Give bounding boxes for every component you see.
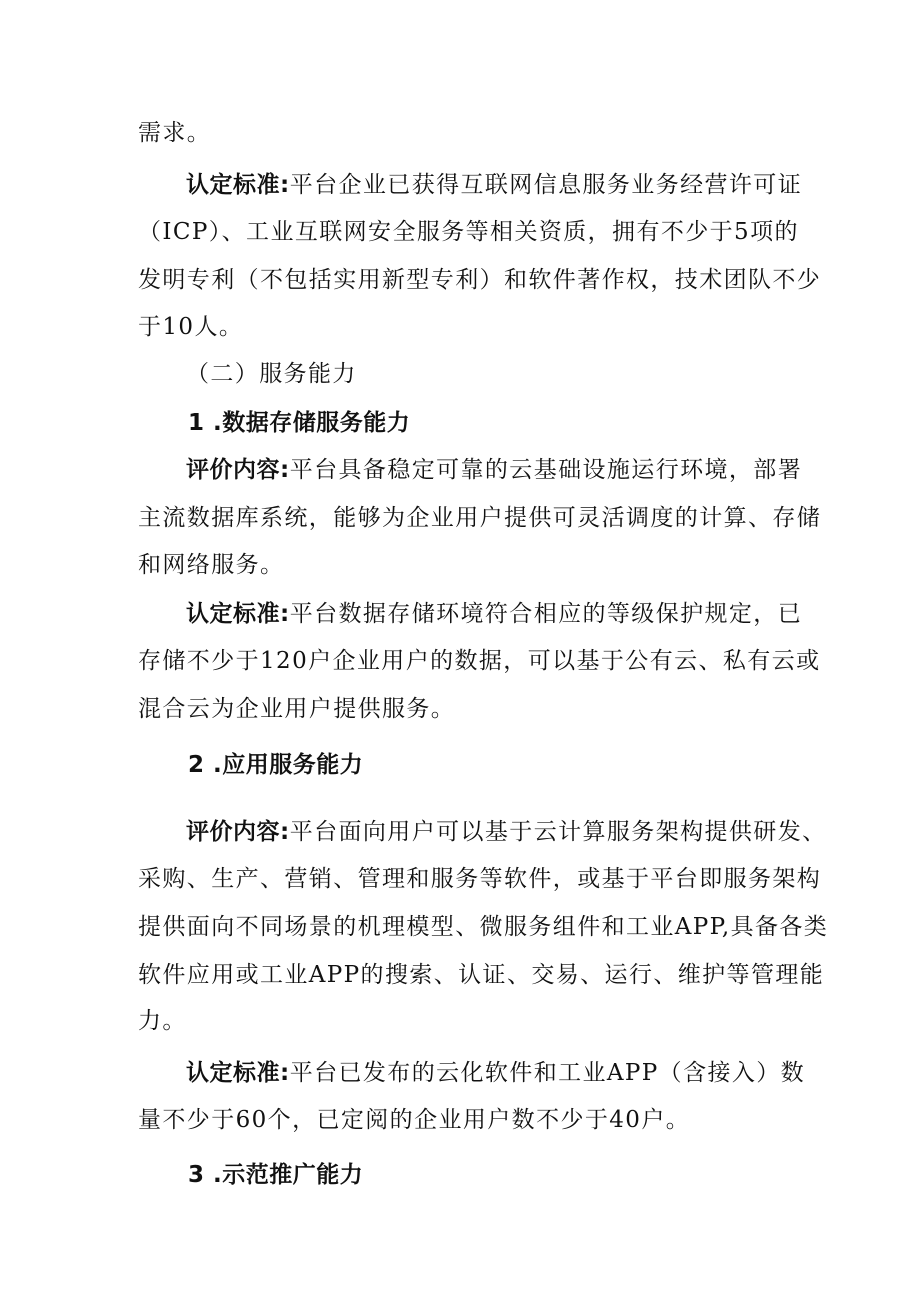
paragraph-first-line	[186, 817, 827, 847]
paragraph-first-line	[186, 1058, 806, 1088]
criteria-label: 认定标准:	[186, 172, 290, 198]
paragraph-line: 于10人。	[138, 314, 244, 340]
paragraph-text: 平台已发布的云化软件和工业APP（含接入）数	[289, 1060, 806, 1086]
paragraph-line: 和网络服务。	[138, 552, 285, 578]
paragraph-line: 混合云为企业用户提供服务。	[138, 696, 456, 722]
paragraph-line: 发明专利（不包括实用新型专利）和软件著作权，技术团队不少	[138, 267, 822, 293]
paragraph-text: 平台面向用户可以基于云计算服务架构提供研发、	[289, 819, 827, 845]
item-heading: 1 .数据存储服务能力	[188, 410, 411, 436]
paragraph-line: 软件应用或工业APP的搜索、认证、交易、运行、维护等管理能	[138, 962, 825, 988]
paragraph-line: 需求。	[138, 120, 212, 146]
paragraph-line: 采购、生产、营销、管理和服务等软件，或基于平台即服务架构	[138, 866, 822, 892]
paragraph-line: 存储不少于120户企业用户的数据，可以基于公有云、私有云或	[138, 648, 821, 674]
paragraph-line: （ICP）、工业互联网安全服务等相关资质，拥有不少于5项的	[138, 219, 799, 245]
paragraph-first-line	[186, 170, 803, 200]
paragraph-text: 平台企业已获得互联网信息服务业务经营许可证	[289, 172, 803, 198]
paragraph-line: 量不少于60个，已定阅的企业用户数不少于40户。	[138, 1107, 691, 1133]
paragraph-line: 主流数据库系统，能够为企业用户提供可灵活调度的计算、存储	[138, 505, 822, 531]
evaluation-label: 评价内容:	[186, 457, 290, 483]
criteria-label: 认定标准:	[186, 601, 290, 627]
item-heading: 2 .应用服务能力	[188, 752, 364, 778]
paragraph-text: 平台数据存储环境符合相应的等级保护规定，已	[289, 601, 803, 627]
paragraph-first-line	[186, 455, 803, 485]
criteria-label: 认定标准:	[186, 1060, 290, 1086]
item-heading: 3 .示范推广能力	[188, 1162, 364, 1188]
paragraph-line: 提供面向不同场景的机理模型、微服务组件和工业APP,具备各类	[138, 914, 829, 940]
paragraph-first-line	[186, 599, 803, 629]
paragraph-text: 平台具备稳定可靠的云基础设施运行环境，部署	[289, 457, 803, 483]
evaluation-label: 评价内容:	[186, 819, 290, 845]
paragraph-line: 力。	[138, 1008, 187, 1034]
section-heading: （二）服务能力	[186, 361, 357, 387]
